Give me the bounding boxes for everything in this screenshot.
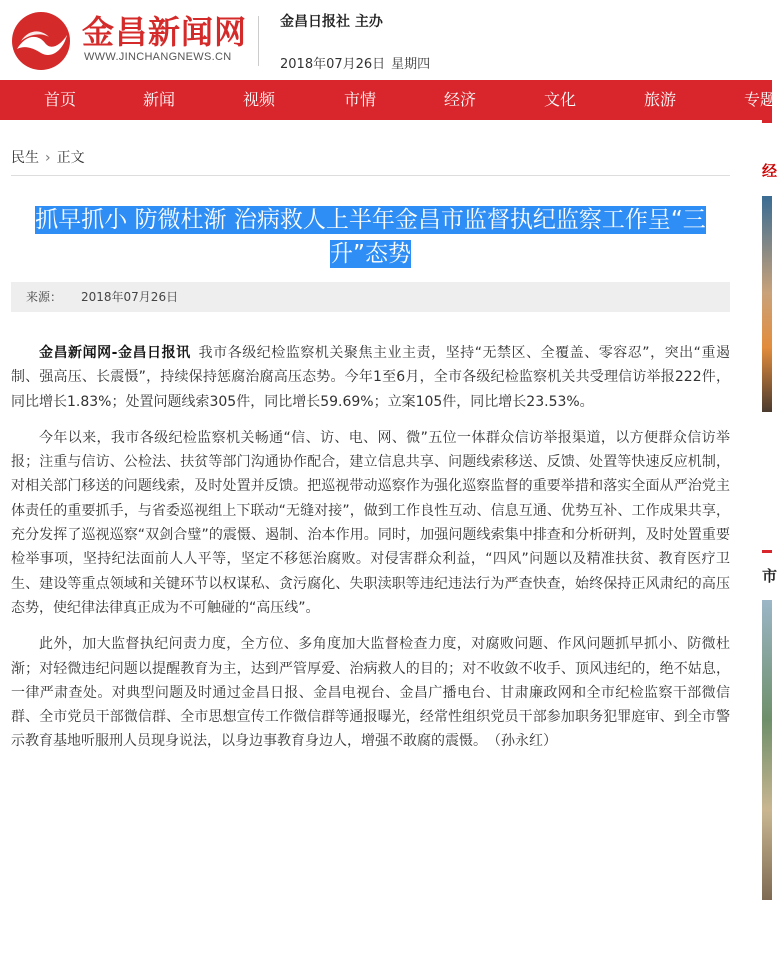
nav-item-travel[interactable]: 旅游	[644, 90, 677, 109]
logo-icon[interactable]	[11, 11, 71, 71]
article-date: 2018年07月26日	[81, 290, 179, 304]
nav-item-culture[interactable]: 文化	[544, 90, 577, 109]
breadcrumb-separator-icon: ›	[45, 150, 51, 166]
source-label: 来源：	[26, 290, 63, 304]
breadcrumb-current: 正文	[56, 150, 85, 166]
date-text: 2018年07月26日	[280, 57, 386, 72]
article-paragraph	[11, 341, 730, 414]
paragraph-text: 我市各级纪检监察机关聚焦主业主责，坚持“无禁区、全覆盖、零容忍”，突出“重遏制、强高压、长震慑”，持续保持惩腐治腐高压态势。今年1至6月，全市各级纪检监察机关共受理信访举报222件，同比增长1.83%；处置问题线索305件，同比增长59.69%；立案105件，同比增长23.53%。	[11, 345, 730, 410]
sponsor-text: 金昌日报社 主办	[280, 14, 383, 30]
article-title: 抓早抓小 防微杜渐 治病救人上半年金昌市监督执纪监察工作呈“三升”态势	[35, 207, 706, 267]
header-date	[280, 53, 436, 72]
nav-item-home[interactable]: 首页	[44, 90, 77, 109]
logo-url: WWW.JINCHANGNEWS.CN	[84, 51, 232, 63]
article-paragraph: 此外，加大监督执纪问责力度，全方位、多角度加大监督检查力度，对腐败问题、作风问题抓早抓小、防微杜渐；对轻微违纪问题以提醒教育为主，达到严管厚爱、治病救人的目的；对不收敛不收手、顶风违纪的，绝不姑息，一律严肃查处。对典型问题及时通过金昌日报、金昌电视台、金昌广播电台、甘肃廉政网和全市纪检监察干部微信群、全市党员干部微信群、全市思想宣传工作微信群等通报曝光，经常性组织党员干部参加职务犯罪庭审、到全市警示教育基地听服刑人员现身说法，以身边事教育身边人，增强不敢腐的震慑。 （孙永红）	[11, 636, 730, 750]
nav-item-economy[interactable]: 经济	[444, 90, 477, 109]
breadcrumb	[11, 147, 85, 167]
breadcrumb-divider	[11, 175, 730, 176]
nav-item-news[interactable]: 新闻	[143, 90, 176, 109]
header-divider	[258, 16, 259, 66]
sidebar-heading: 市	[762, 567, 777, 585]
sidebar-accent	[762, 550, 772, 553]
sidebar-image[interactable]	[762, 196, 772, 412]
article-paragraph: 今年以来，我市各级纪检监察机关畅通“信、访、电、网、微”五位一体群众信访举报渠道，以方便群众信访举报；注重与信访、公检法、扶贫等部门沟通协作配合，建立信息共享、问题线索移送、反馈、处置等快速反应机制，对相关部门移送的问题线索，及时处置并反馈。把巡视带动巡察作为强化巡察监督的重要举措和落实全面从严治党主体责任的重要抓手，与省委巡视组上下联动“无缝对接”，做到工作良性互动、信息互通、优势互补、工作成果共享，充分发挥了巡视巡察“双剑合璧”的震慑、遏制、治本作用。同时，加强问题线索集中排查和分析研判，及时处置重要检举事项，坚持纪法面前人人平等，坚定不移惩治腐败。对侵害群众利益，“四风”问题以及精准扶贫、教育医疗卫生、建设等重点领域和关键环节以权谋私、贪污腐化、失职渎职等违纪违法行为严查快查，始终保持正风肃纪的高压态势，使纪律法律真正成为不可触碰的“高压线”。	[11, 429, 730, 616]
article-body	[11, 341, 730, 766]
sidebar-accent	[762, 120, 772, 123]
sidebar-heading: 经	[762, 162, 777, 180]
article-meta	[11, 282, 730, 312]
nav-item-city[interactable]: 市情	[344, 90, 377, 109]
site-header	[0, 0, 772, 80]
nav-item-topics[interactable]: 专题	[744, 90, 777, 109]
article-lead: 金昌新闻网-金昌日报讯	[39, 345, 191, 361]
breadcrumb-section[interactable]: 民生	[11, 150, 39, 166]
weekday-text: 星期四	[391, 57, 431, 72]
main-nav	[0, 80, 777, 120]
logo-text[interactable]: 金昌新闻网	[82, 13, 248, 51]
article-title-wrap	[11, 203, 730, 271]
sidebar-image[interactable]	[762, 600, 772, 900]
nav-item-video[interactable]: 视频	[243, 90, 276, 109]
